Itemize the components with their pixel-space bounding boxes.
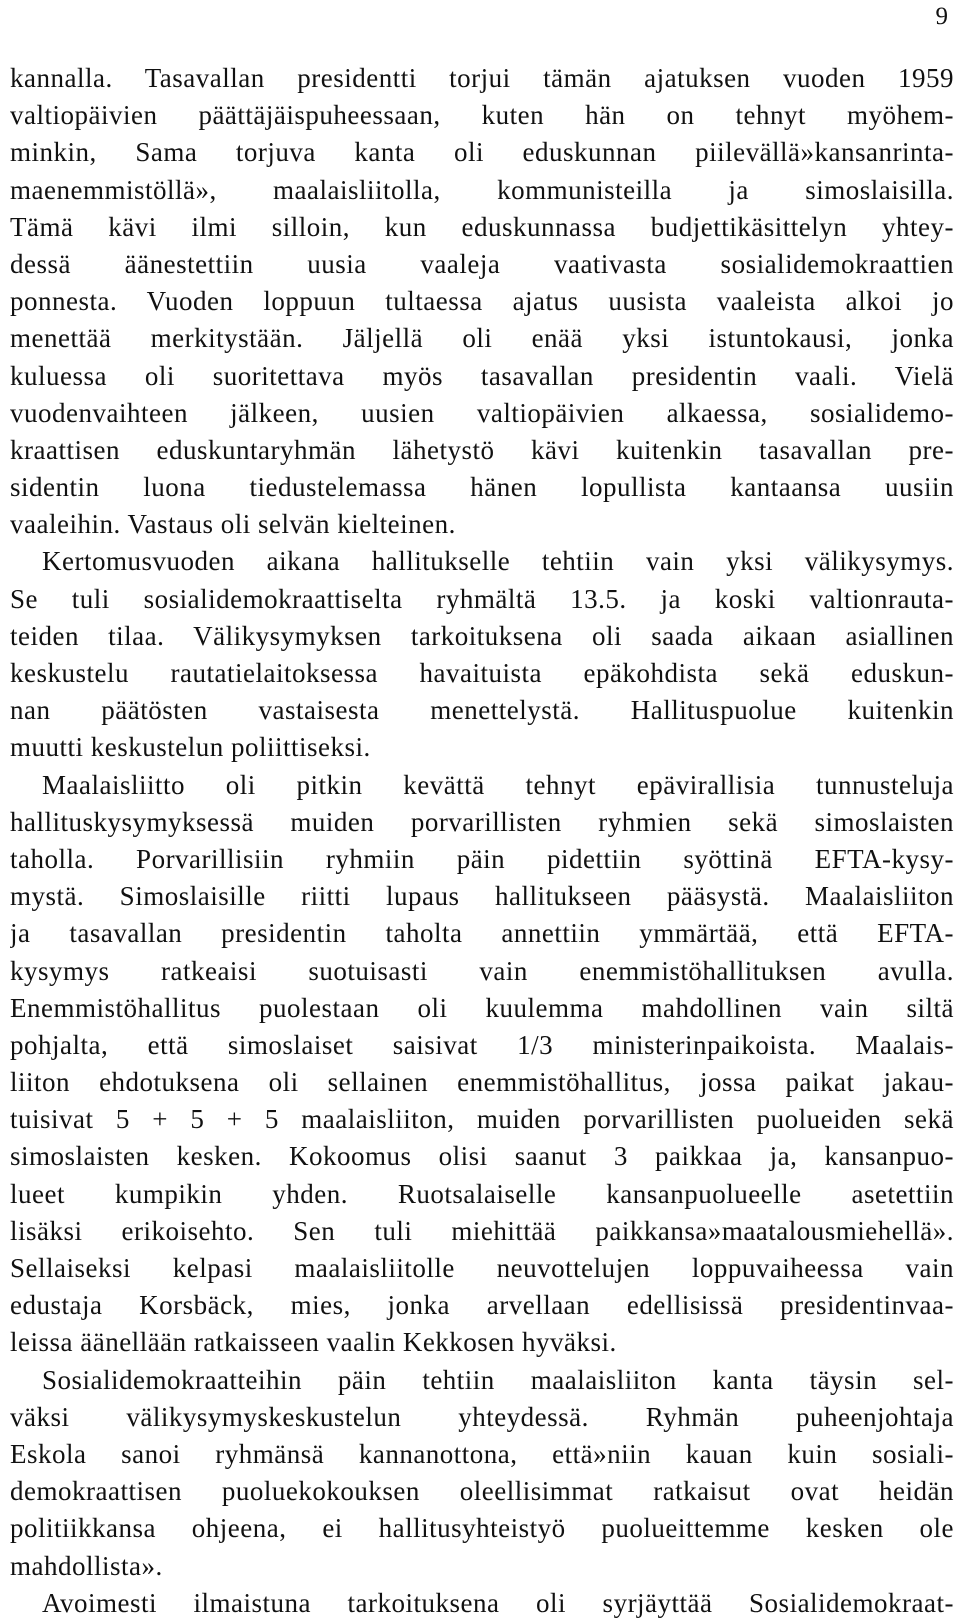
text-line: nan päätösten vastaisesta menettelystä. Hallituspuolue kuitenkin [10, 695, 954, 726]
text-line: Se tuli sosialidemokraattiselta ryhmältä 13.5. ja koski valtionrauta- [10, 583, 954, 614]
text-line: lueet kumpikin yhden. Ruotsalaiselle kansanpuolueelle asetettiin [10, 1178, 954, 1209]
text-line: ponnesta. Vuoden loppuun tultaessa ajatus uusista vaaleista alkoi jo [10, 286, 954, 317]
text-line: Sellaiseksi kelpasi maalaisliitolle neuvottelujen loppuvaiheessa vain [10, 1253, 954, 1283]
text-line: keskustelu rautatielaitoksessa havaituista epäkohdista sekä eduskun- [10, 658, 954, 688]
text-line: ja tasavallan presidentin taholta annettiin ymmärtää, että EFTA- [10, 918, 954, 949]
text-line: demokraattisen puoluekokouksen oleellisimmat ratkaisut ovat heidän [10, 1476, 954, 1507]
text-line: pohjalta, että simoslaiset saisivat 1/3 ministerinpaikoista. Maalais- [10, 1029, 954, 1060]
page-number: 9 [935, 3, 948, 30]
text-line: leissa äänellään ratkaisseen vaalin Kekkosen hyväksi. [10, 1327, 617, 1358]
text-line: politiikkansa ohjeena, ei hallitusyhteistyö puolueittemme kesken ole [10, 1513, 954, 1544]
text-line: Eskola sanoi ryhmänsä kannanottona, että»niin kauan kuin sosiali- [10, 1438, 954, 1469]
text-line: Sosialidemokraatteihin päin tehtiin maalaisliiton kanta täysin sel- [42, 1364, 954, 1395]
text-line: teiden tilaa. Välikysymyksen tarkoituksena oli saada aikaan asiallinen [10, 620, 954, 651]
text-line: Avoimesti ilmaistuna tarkoituksena oli syrjäyttää Sosialidemokraat- [42, 1587, 954, 1618]
text-line: tuisivat 5 + 5 + 5 maalaisliiton, muiden porvarillisten puolueiden sekä [10, 1104, 954, 1135]
text-line: Enemmistöhallitus puolestaan oli kuulemma mahdollinen vain siltä [10, 992, 954, 1023]
text-line: kraattisen eduskuntaryhmän lähetystö kävi kuitenkin tasavallan pre- [10, 434, 954, 465]
text-line: kysymys ratkeaisi suotuisasti vain enemmistöhallituksen avulla. [10, 955, 954, 986]
text-line: taholla. Porvarillisiin ryhmiin päin pidettiin syöttinä EFTA-kysy- [10, 843, 954, 874]
text-line: mystä. Simoslaisille riitti lupaus hallitukseen pääsystä. Maalaisliiton [10, 881, 954, 912]
text-line: kannalla. Tasavallan presidentti torjui tämän ajatuksen vuoden 1959 [10, 63, 954, 93]
text-line: dessä äänestettiin uusia vaaleja vaativasta sosialidemokraattien [10, 248, 954, 279]
text-line: minkin, Sama torjuva kanta oli eduskunnan piilevällä»kansanrinta- [10, 137, 954, 168]
text-line: edustaja Korsbäck, mies, jonka arvellaan edellisissä presidentinvaa- [10, 1290, 954, 1321]
text-line: vaaleihin. Vastaus oli selvän kielteinen. [10, 509, 456, 540]
text-line: hallituskysymyksessä muiden porvarillisten ryhmien sekä simoslaisten [10, 806, 954, 837]
text-line: maenemmistöllä», maalaisliitolla, kommunisteilla ja simoslaisilla. [10, 174, 954, 205]
text-line: Tämä kävi ilmi silloin, kun eduskunnassa budjettikäsittelyn yhtey- [10, 211, 954, 242]
text-line: simoslaisten kesken. Kokoomus olisi saanut 3 paikkaa ja, kansanpuo- [10, 1141, 954, 1172]
text-line: Maalaisliitto oli pitkin kevättä tehnyt epävirallisia tunnusteluja [42, 769, 954, 800]
text-line: valtiopäivien päättäjäispuheessaan, kuten hän on tehnyt myöhem- [10, 100, 954, 131]
text-line: sidentin luona tiedustelemassa hänen lopullista kantaansa uusiin [10, 472, 954, 503]
text-line: menettää merkitystään. Jäljellä oli enää yksi istuntokausi, jonka [10, 323, 954, 354]
text-line: lisäksi erikoisehto. Sen tuli miehittää paikkansa»maatalousmiehellä». [10, 1215, 954, 1246]
text-line: väksi välikysymyskeskustelun yhteydessä. Ryhmän puheenjohtaja [10, 1401, 954, 1432]
text-line: vuodenvaihteen jälkeen, uusien valtiopäivien alkaessa, sosialidemo- [10, 397, 954, 428]
text-line: Kertomusvuoden aikana hallitukselle tehtiin vain yksi välikysymys. [42, 546, 954, 577]
text-body [10, 60, 954, 1622]
text-line: muutti keskustelun poliittiseksi. [10, 732, 371, 763]
text-line: liiton ehdotuksena oli sellainen enemmistöhallitus, jossa paikat jakau- [10, 1067, 954, 1098]
text-line: kuluessa oli suoritettava myös tasavallan presidentin vaali. Vielä [10, 360, 954, 391]
text-line: mahdollista». [10, 1550, 163, 1581]
